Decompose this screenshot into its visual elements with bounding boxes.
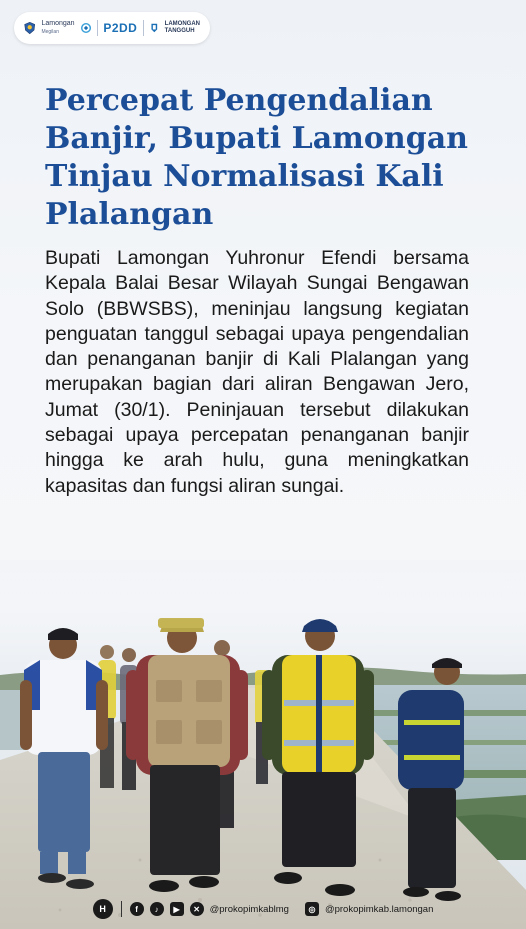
- logo-separator: [143, 20, 144, 36]
- social-handle-primary[interactable]: @prokopimkablmg: [209, 903, 289, 915]
- lamongan-logo-text: Lamongan Megilan: [41, 20, 75, 35]
- logo-separator: [97, 20, 98, 36]
- tiktok-icon[interactable]: ♪: [150, 902, 164, 916]
- instagram-icon[interactable]: ◎: [305, 902, 319, 916]
- lamongan-emblem-icon: [24, 19, 35, 37]
- inspection-photo: [0, 560, 526, 929]
- footer-separator: [121, 901, 122, 917]
- digital-logo-icon: [81, 21, 91, 35]
- lamongan-tangguh-logo-text: LAMONGAN TANGGUH: [164, 21, 200, 34]
- officials-walking-on-embankment-image: [0, 560, 526, 929]
- social-handle-instagram[interactable]: @prokopimkab.lamongan: [324, 903, 434, 915]
- article-body: Bupati Lamongan Yuhronur Efendi bersama Kepala Balai Besar Wilayah Sungai Bengawan Solo (BBWSBS), meninjau langsung kegiatan penguatan tanggul sebagai upaya pengendalian dan penanganan banjir di Kali Plalangan yang merupakan bagian dari aliran Bengawan Jero, Jumat (30/1). Peninjauan tersebut dilakukan sebagai upaya percepatan penanganan banjir hingga ke arah hulu, guna meningkatkan kapasitas dan fungsi aliran sungai.: [45, 247, 469, 497]
- tangguh-logo-icon: [150, 21, 159, 35]
- header-logo-bar: [14, 12, 210, 44]
- p2dd-logo: P2DD: [103, 21, 138, 35]
- footer-bar: [0, 894, 526, 924]
- article-headline: Percepat Pengendalian Banjir, Bupati Lamongan Tinjau Normalisasi Kali Plalangan: [45, 83, 468, 232]
- x-icon[interactable]: ✕: [190, 902, 204, 916]
- prokopim-logo-icon: H: [93, 899, 113, 919]
- youtube-icon[interactable]: ▶: [170, 902, 184, 916]
- facebook-icon[interactable]: f: [130, 902, 144, 916]
